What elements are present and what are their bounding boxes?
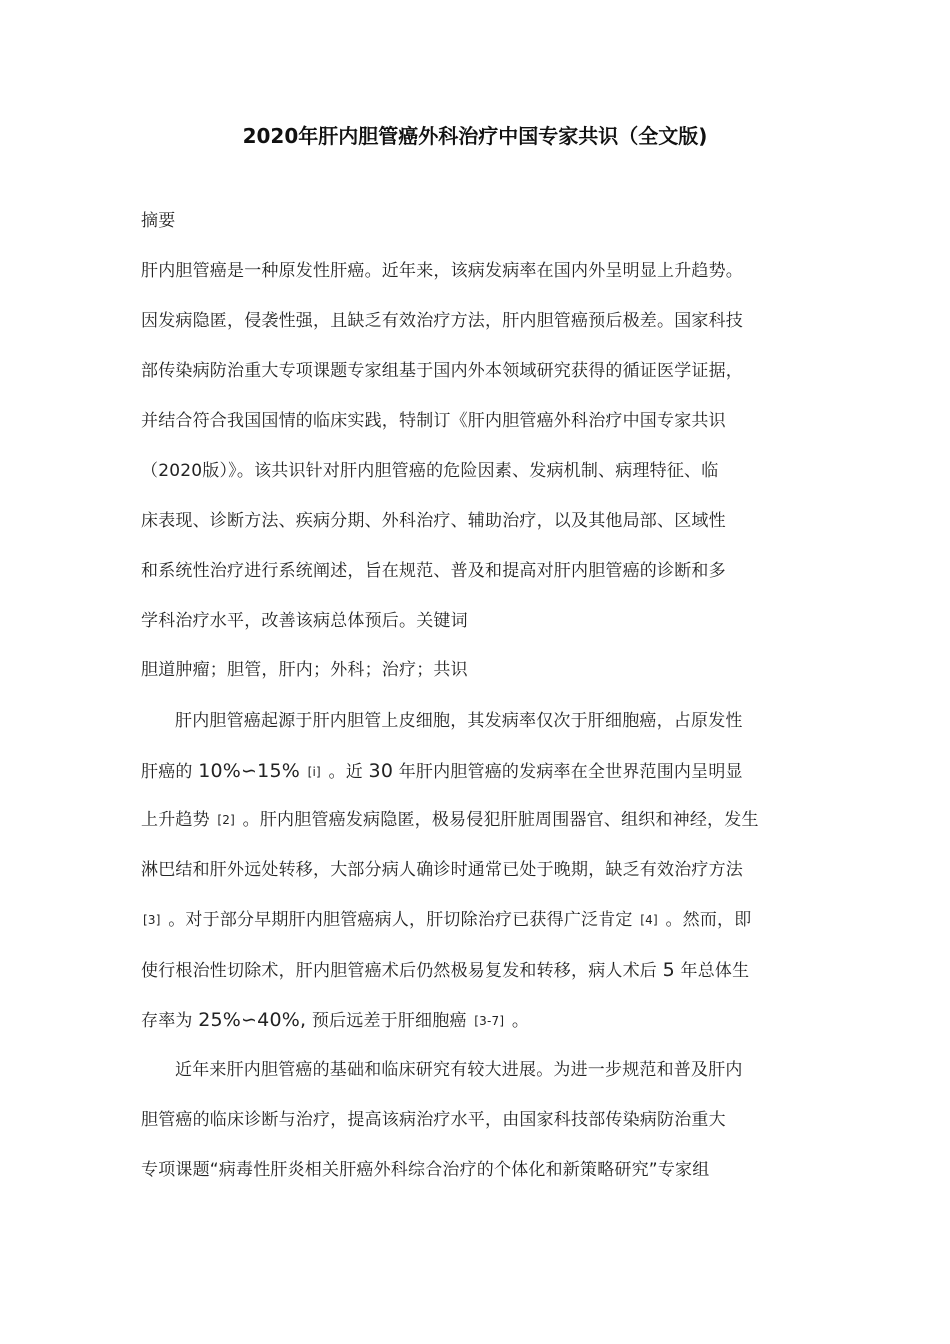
text-run: 肝癌的	[141, 762, 193, 782]
abstract-line: 因发病隐匿，侵袭性强，且缺乏有效治疗方法，肝内胆管癌预后极差。国家科技	[141, 311, 743, 331]
document-title: 2020年肝内胆管癌外科治疗中国专家共识（全文版)	[242, 124, 708, 148]
abstract-line: 肝内胆管癌是一种原发性肝癌。近年来，该病发病率在国内外呈明显上升趋势。	[141, 261, 743, 281]
abstract-line: 学科治疗水平，改善该病总体预后。关键词	[141, 611, 468, 631]
abstract-line: 床表现、诊断方法、疾病分期、外科治疗、辅助治疗，以及其他局部、区域性	[141, 511, 726, 531]
paragraph-line: 肝内胆管癌起源于肝内胆管上皮细胞，其发病率仅次于肝细胞癌，占原发性	[175, 711, 743, 731]
paragraph-line	[141, 1008, 816, 1033]
paragraph-line: 近年来肝内胆管癌的基础和临床研究有较大进展。为进一步规范和普及肝内	[175, 1060, 743, 1080]
year-count: 30	[368, 760, 394, 782]
abstract-line: 部传染病防治重大专项课题专家组基于国内外本领域研究获得的循证医学证据，	[141, 361, 743, 381]
text-run: 。	[511, 1011, 530, 1031]
abstract-line: （2020版）》。该共识针对肝内胆管癌的危险因素、发病机制、病理特征、临	[141, 461, 719, 481]
paragraph-line: 淋巴结和肝外远处转移，大部分病人确诊时通常已处于晚期，缺乏有效治疗方法	[141, 860, 743, 880]
citation-ref: [3]	[143, 913, 161, 927]
paragraph-line: 专项课题“病毒性肝炎相关肝癌外科综合治疗的个体化和新策略研究”专家组	[141, 1160, 710, 1180]
text-run: 年总体生	[680, 961, 750, 981]
citation-ref: [2]	[217, 813, 236, 827]
text-run: 年肝内胆管癌的发病率在全世界范围内呈明显	[398, 762, 743, 782]
citation-ref: [3-7]	[474, 1014, 505, 1028]
paragraph-line: 胆管癌的临床诊断与治疗，提高该病治疗水平，由国家科技部传染病防治重大	[141, 1110, 726, 1130]
text-run: 。肝内胆管癌发病隐匿，极易侵犯肝脏周围器官、组织和神经，发生	[242, 810, 759, 830]
text-run: 存率为	[141, 1011, 193, 1031]
text-run: 。对于部分早期肝内胆管癌病人，肝切除治疗已获得广泛肯定	[168, 910, 633, 930]
percentage-range: 10%∽15%	[198, 760, 300, 782]
text-run: 。近	[328, 762, 363, 782]
text-run: 上升趋势	[141, 810, 210, 830]
text-run: 。然而，即	[665, 910, 752, 930]
text-run: 预后远差于肝细胞癌	[311, 1011, 467, 1031]
abstract-line: 和系统性治疗进行系统阐述，旨在规范、普及和提高对肝内胆管癌的诊断和多	[141, 561, 726, 581]
paragraph-line	[141, 759, 816, 784]
citation-ref: [4]	[640, 913, 658, 927]
paragraph-line	[141, 908, 816, 932]
keywords-line: 胆道肿瘤；胆管，肝内；外科；治疗；共识	[141, 660, 468, 680]
paragraph-line	[141, 808, 816, 832]
abstract-line: 并结合符合我国国情的临床实践，特制订《肝内胆管癌外科治疗中国专家共识	[141, 411, 726, 431]
paragraph-line	[141, 958, 816, 983]
year-count: 5	[662, 959, 675, 981]
abstract-heading: 摘要	[141, 211, 176, 231]
percentage-range: 25%∽40%,	[198, 1009, 307, 1031]
text-run: 使行根治性切除术，肝内胆管癌术后仍然极易复发和转移，病人术后	[141, 961, 657, 981]
citation-ref: [i]	[307, 765, 321, 779]
